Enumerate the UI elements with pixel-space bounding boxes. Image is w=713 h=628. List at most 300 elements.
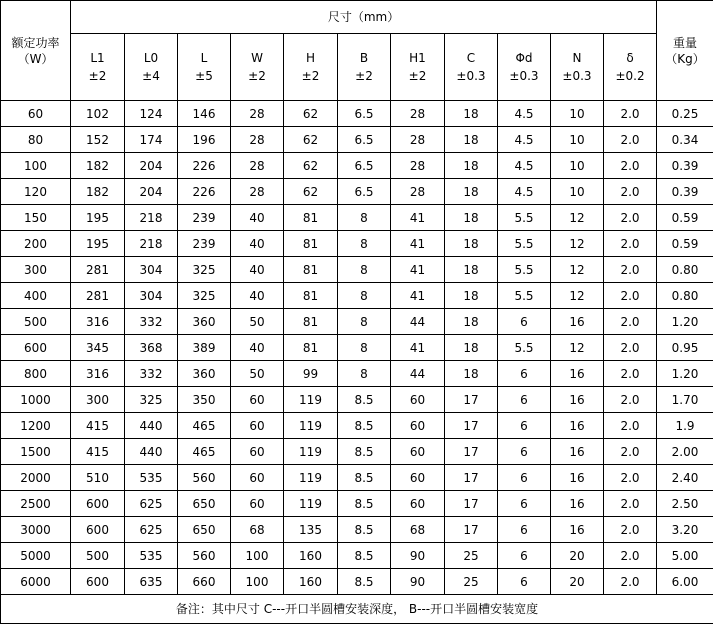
table-cell: 226 [178,179,231,205]
table-cell: 8 [338,231,391,257]
rated-power-cell: 800 [1,361,71,387]
table-cell: 5.5 [498,205,551,231]
rated-power-cell: 150 [1,205,71,231]
table-cell: 12 [551,283,604,309]
table-cell: 465 [178,439,231,465]
table-cell: 135 [284,517,338,543]
table-cell: 18 [445,361,498,387]
table-cell: 440 [125,439,178,465]
rated-power-cell: 80 [1,127,71,153]
table-cell: 6.5 [338,101,391,127]
table-row [1,179,713,205]
table-cell: 90 [391,543,445,569]
table-cell: 12 [551,205,604,231]
table-cell: 8 [338,205,391,231]
footer-note: 备注：其中尺寸 C---开口半圆槽安装深度， B---开口半圆槽安装宽度 [1,595,713,624]
table-cell: 8.5 [338,491,391,517]
table-row [1,205,713,231]
column-name: B [359,51,369,65]
table-cell: 17 [445,439,498,465]
table-cell: 17 [445,387,498,413]
table-cell: 16 [551,413,604,439]
table-cell: 119 [284,465,338,491]
table-cell: 625 [125,491,178,517]
table-cell: 239 [178,231,231,257]
table-cell: 415 [71,413,125,439]
table-cell: 6 [498,543,551,569]
table-cell: 196 [178,127,231,153]
table-cell: 12 [551,231,604,257]
rated-power-unit: （W） [17,51,54,66]
column-name: W [251,51,263,65]
table-cell: 60 [391,387,445,413]
table-cell: 90 [391,569,445,595]
table-cell: 60 [231,413,284,439]
table-cell: 195 [71,231,125,257]
table-cell: 119 [284,387,338,413]
table-cell: 81 [284,309,338,335]
table-cell: 195 [71,205,125,231]
column-tolerance: ±5 [195,69,213,83]
table-row [1,543,713,569]
weight-label: 重量 [673,35,698,50]
table-cell: 2.0 [604,283,657,309]
table-cell: 160 [284,543,338,569]
table-cell: 41 [391,257,445,283]
column-header [178,34,231,101]
table-cell: 350 [178,387,231,413]
column-name: H [305,51,316,65]
table-cell: 119 [284,491,338,517]
table-cell: 2.0 [604,257,657,283]
table-cell: 25 [445,569,498,595]
table-row [1,569,713,595]
table-cell: 40 [231,335,284,361]
table-cell: 2.0 [604,569,657,595]
rated-power-cell: 3000 [1,517,71,543]
table-cell: 6 [498,439,551,465]
table-cell: 2.0 [604,517,657,543]
table-cell: 81 [284,283,338,309]
weight-cell: 2.00 [657,439,713,465]
rated-power-cell: 2000 [1,465,71,491]
table-cell: 28 [231,179,284,205]
table-cell: 316 [71,309,125,335]
table-cell: 16 [551,491,604,517]
table-cell: 368 [125,335,178,361]
table-cell: 360 [178,309,231,335]
table-cell: 152 [71,127,125,153]
table-cell: 119 [284,439,338,465]
weight-cell: 1.9 [657,413,713,439]
table-cell: 2.0 [604,361,657,387]
table-cell: 60 [391,439,445,465]
column-header [551,34,604,101]
table-cell: 62 [284,101,338,127]
table-cell: 6.5 [338,127,391,153]
table-cell: 18 [445,257,498,283]
table-cell: 6 [498,569,551,595]
table-cell: 17 [445,517,498,543]
table-cell: 60 [231,387,284,413]
table-cell: 5.5 [498,283,551,309]
table-cell: 239 [178,205,231,231]
table-row [1,153,713,179]
column-tolerance: ±0.3 [562,69,592,83]
rated-power-cell: 600 [1,335,71,361]
table-cell: 2.0 [604,439,657,465]
table-cell: 8.5 [338,413,391,439]
table-cell: 6 [498,361,551,387]
header-row-2 [1,34,713,101]
table-cell: 332 [125,309,178,335]
column-header [604,34,657,101]
table-cell: 325 [125,387,178,413]
table-cell: 18 [445,309,498,335]
table-cell: 12 [551,335,604,361]
table-cell: 41 [391,231,445,257]
weight-cell: 1.20 [657,361,713,387]
table-cell: 4.5 [498,179,551,205]
table-row [1,127,713,153]
table-cell: 6 [498,517,551,543]
rated-power-header [1,1,71,101]
table-cell: 2.0 [604,127,657,153]
table-cell: 41 [391,205,445,231]
table-cell: 16 [551,465,604,491]
table-cell: 2.0 [604,413,657,439]
table-cell: 44 [391,361,445,387]
table-cell: 119 [284,413,338,439]
table-cell: 8.5 [338,387,391,413]
table-cell: 10 [551,101,604,127]
rated-power-cell: 1500 [1,439,71,465]
table-cell: 2.0 [604,543,657,569]
table-cell: 4.5 [498,101,551,127]
table-cell: 660 [178,569,231,595]
table-cell: 16 [551,439,604,465]
table-cell: 465 [178,413,231,439]
table-cell: 20 [551,543,604,569]
weight-cell: 0.95 [657,335,713,361]
table-cell: 28 [391,153,445,179]
table-cell: 218 [125,205,178,231]
column-tolerance: ±2 [88,69,107,83]
table-cell: 12 [551,257,604,283]
column-header [125,34,178,101]
table-cell: 4.5 [498,153,551,179]
table-cell: 17 [445,491,498,517]
table-row [1,309,713,335]
weight-cell: 2.50 [657,491,713,517]
table-cell: 60 [231,465,284,491]
table-cell: 5.5 [498,335,551,361]
table-cell: 8 [338,361,391,387]
weight-cell: 0.80 [657,257,713,283]
table-cell: 28 [391,127,445,153]
table-cell: 2.0 [604,491,657,517]
column-name: C [466,51,476,65]
table-cell: 8 [338,309,391,335]
table-cell: 40 [231,205,284,231]
table-row [1,335,713,361]
table-cell: 20 [551,569,604,595]
table-cell: 60 [391,465,445,491]
table-row [1,491,713,517]
table-row [1,257,713,283]
rated-power-cell: 6000 [1,569,71,595]
table-cell: 5.5 [498,257,551,283]
table-cell: 2.0 [604,179,657,205]
table-cell: 10 [551,153,604,179]
table-cell: 6 [498,413,551,439]
header-row-1 [1,1,713,34]
table-cell: 99 [284,361,338,387]
table-cell: 300 [71,387,125,413]
table-cell: 28 [231,127,284,153]
table-cell: 18 [445,153,498,179]
column-name: N [572,51,582,65]
table-cell: 510 [71,465,125,491]
table-cell: 8.5 [338,465,391,491]
table-cell: 650 [178,517,231,543]
table-cell: 16 [551,361,604,387]
column-name: H1 [409,51,426,65]
table-cell: 600 [71,491,125,517]
weight-cell: 0.39 [657,153,713,179]
footer-row [1,595,713,624]
rated-power-cell: 60 [1,101,71,127]
rated-power-cell: 5000 [1,543,71,569]
table-cell: 360 [178,361,231,387]
table-cell: 325 [178,283,231,309]
table-cell: 4.5 [498,127,551,153]
column-header [284,34,338,101]
rated-power-cell: 1200 [1,413,71,439]
table-cell: 8.5 [338,569,391,595]
table-row [1,465,713,491]
rated-power-cell: 1000 [1,387,71,413]
table-cell: 28 [391,101,445,127]
weight-unit: （Kg） [665,51,705,66]
table-cell: 18 [445,127,498,153]
table-cell: 18 [445,205,498,231]
table-cell: 345 [71,335,125,361]
table-cell: 8 [338,283,391,309]
table-cell: 68 [391,517,445,543]
table-cell: 41 [391,335,445,361]
table-cell: 8.5 [338,517,391,543]
table-cell: 226 [178,153,231,179]
table-cell: 2.0 [604,309,657,335]
table-row [1,101,713,127]
table-row [1,517,713,543]
table-cell: 560 [178,465,231,491]
table-cell: 62 [284,127,338,153]
table-cell: 6 [498,465,551,491]
table-cell: 8 [338,257,391,283]
weight-cell: 0.59 [657,231,713,257]
table-cell: 16 [551,309,604,335]
table-cell: 625 [125,517,178,543]
table-cell: 102 [71,101,125,127]
weight-cell: 1.20 [657,309,713,335]
table-cell: 304 [125,283,178,309]
table-cell: 8 [338,335,391,361]
column-name: Φd [515,51,533,65]
weight-cell: 0.80 [657,283,713,309]
table-cell: 81 [284,257,338,283]
table-cell: 2.0 [604,231,657,257]
table-cell: 6.5 [338,179,391,205]
table-cell: 316 [71,361,125,387]
table-row [1,231,713,257]
column-header [338,34,391,101]
weight-cell: 3.20 [657,517,713,543]
table-cell: 415 [71,439,125,465]
table-cell: 17 [445,413,498,439]
table-cell: 500 [71,543,125,569]
table-cell: 182 [71,179,125,205]
table-cell: 6.5 [338,153,391,179]
table-cell: 124 [125,101,178,127]
table-cell: 25 [445,543,498,569]
table-cell: 218 [125,231,178,257]
table-cell: 440 [125,413,178,439]
column-header [498,34,551,101]
table-cell: 60 [391,491,445,517]
table-cell: 40 [231,231,284,257]
table-cell: 100 [231,543,284,569]
table-cell: 62 [284,153,338,179]
table-cell: 650 [178,491,231,517]
table-cell: 204 [125,153,178,179]
table-cell: 6 [498,309,551,335]
column-header [231,34,284,101]
table-cell: 10 [551,127,604,153]
column-name: δ [626,51,634,65]
table-row [1,361,713,387]
column-name: L0 [143,51,159,65]
table-cell: 204 [125,179,178,205]
table-cell: 182 [71,153,125,179]
table-cell: 10 [551,179,604,205]
table-cell: 8.5 [338,543,391,569]
table-row [1,413,713,439]
column-tolerance: ±2 [408,69,427,83]
column-tolerance: ±0.3 [456,69,486,83]
column-name: L [200,51,208,65]
weight-header [657,1,713,101]
column-name: L1 [90,51,105,65]
table-cell: 18 [445,101,498,127]
table-cell: 60 [231,439,284,465]
rated-power-cell: 400 [1,283,71,309]
table-row [1,439,713,465]
table-cell: 50 [231,309,284,335]
table-cell: 40 [231,283,284,309]
table-cell: 389 [178,335,231,361]
weight-cell: 0.25 [657,101,713,127]
table-cell: 18 [445,179,498,205]
table-cell: 60 [391,413,445,439]
weight-cell: 2.40 [657,465,713,491]
table-cell: 535 [125,465,178,491]
table-cell: 8.5 [338,439,391,465]
table-cell: 160 [284,569,338,595]
table-cell: 6 [498,491,551,517]
table-cell: 41 [391,283,445,309]
column-header [391,34,445,101]
table-cell: 16 [551,387,604,413]
column-tolerance: ±4 [142,69,160,83]
table-cell: 6 [498,387,551,413]
column-header [71,34,125,101]
table-cell: 281 [71,283,125,309]
weight-cell: 1.70 [657,387,713,413]
weight-cell: 0.39 [657,179,713,205]
rated-power-cell: 100 [1,153,71,179]
column-tolerance: ±0.2 [615,69,645,83]
table-cell: 44 [391,309,445,335]
table-cell: 100 [231,569,284,595]
table-cell: 18 [445,231,498,257]
rated-power-cell: 300 [1,257,71,283]
table-cell: 2.0 [604,465,657,491]
table-cell: 2.0 [604,205,657,231]
rated-power-cell: 2500 [1,491,71,517]
table-cell: 2.0 [604,387,657,413]
table-cell: 60 [231,491,284,517]
table-cell: 600 [71,569,125,595]
table-cell: 68 [231,517,284,543]
weight-cell: 0.59 [657,205,713,231]
weight-cell: 6.00 [657,569,713,595]
table-cell: 304 [125,257,178,283]
table-cell: 635 [125,569,178,595]
column-tolerance: ±2 [248,69,266,83]
table-cell: 16 [551,517,604,543]
table-cell: 81 [284,335,338,361]
table-cell: 18 [445,335,498,361]
table-cell: 28 [391,179,445,205]
table-cell: 600 [71,517,125,543]
table-cell: 28 [231,101,284,127]
table-cell: 2.0 [604,335,657,361]
table-cell: 281 [71,257,125,283]
table-cell: 81 [284,205,338,231]
table-cell: 18 [445,283,498,309]
rated-power-label: 额定功率 [11,35,60,50]
table-cell: 62 [284,179,338,205]
column-tolerance: ±2 [301,69,320,83]
column-tolerance: ±2 [355,69,373,83]
table-cell: 17 [445,465,498,491]
column-header [445,34,498,101]
table-cell: 5.5 [498,231,551,257]
table-row [1,387,713,413]
table-cell: 535 [125,543,178,569]
table-cell: 28 [231,153,284,179]
table-cell: 325 [178,257,231,283]
table-cell: 81 [284,231,338,257]
rated-power-cell: 200 [1,231,71,257]
table-cell: 332 [125,361,178,387]
weight-cell: 5.00 [657,543,713,569]
table-cell: 40 [231,257,284,283]
table-cell: 50 [231,361,284,387]
table-cell: 560 [178,543,231,569]
